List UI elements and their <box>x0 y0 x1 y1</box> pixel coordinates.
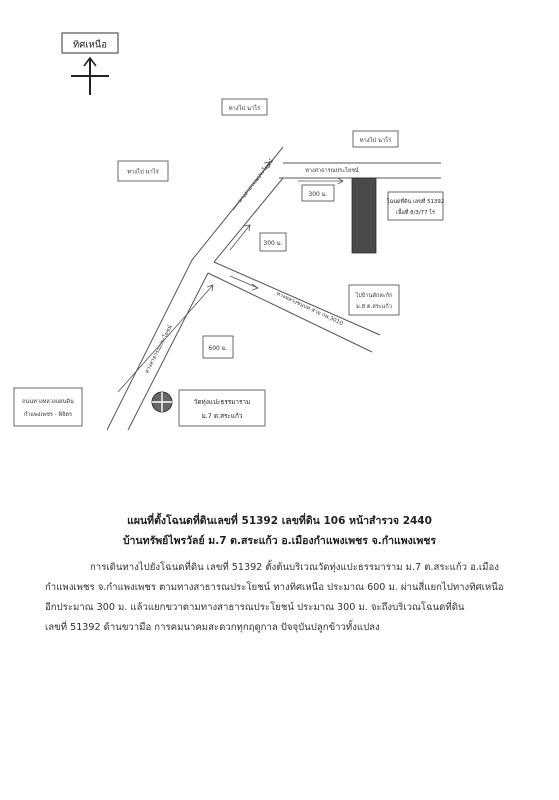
distance-box-600 <box>203 336 233 358</box>
road-label-upper: ทางสาธารณประโยชน์ <box>305 168 359 174</box>
svg-text:300 ม.: 300 ม. <box>308 191 328 198</box>
distance-box-300-mid <box>260 233 286 251</box>
label-box-highway <box>14 388 82 426</box>
temple-label-box <box>179 390 265 426</box>
label-box-farm-east <box>353 131 398 147</box>
plot-label-box <box>387 192 444 220</box>
directions-line: การเดินทางไปยังโฉนดที่ดิน เลขที่ 51392 ตั้งต้นบริเวณวัดทุ่งแปะธรรมาราม ม.7 ต.สระแก้ว อ.เมือง <box>90 562 499 573</box>
temple-icon <box>152 392 172 412</box>
svg-text:ถนนทางหลวงแผ่นดิน: ถนนทางหลวงแผ่นดิน <box>22 399 74 405</box>
north-indicator <box>62 33 118 95</box>
distance-box-300-top <box>302 185 334 201</box>
label-box-farm-west <box>118 161 168 181</box>
road-label-southwest: ทางสาธารณประโยชน์ <box>144 324 174 375</box>
svg-text:600 ม.: 600 ม. <box>208 345 228 352</box>
svg-text:ม.8 ต.สระแก้ว: ม.8 ต.สระแก้ว <box>356 304 392 310</box>
svg-text:กำแพงเพชร - พิจิตร: กำแพงเพชร - พิจิตร <box>23 412 73 418</box>
svg-text:ไปบ้านดักสะกัก: ไปบ้านดักสะกัก <box>355 293 393 299</box>
svg-text:300 ม.: 300 ม. <box>263 240 283 247</box>
svg-text:ม.7 ต.สระแก้ว: ม.7 ต.สระแก้ว <box>201 412 243 420</box>
label-box-farm-top <box>222 99 267 115</box>
svg-text:ทางไป นาไร่: ทางไป นาไร่ <box>359 138 392 144</box>
road-label-southeast: ทางหลวงชนบท สาย กพ.3010 <box>275 291 344 328</box>
directions-line: กำแพงเพชร จ.กำแพงเพชร ตามทางสาธารณประโยชน์ ทางทิศเหนือ ประมาณ 600 ม. ผ่านสี่แยกไปทางทิศเหนือ <box>45 582 504 593</box>
land-plot <box>352 178 376 253</box>
svg-text:เนื้อที่ 8/3/77 ไร่: เนื้อที่ 8/3/77 ไร่ <box>396 210 435 216</box>
north-label: ทิศเหนือ <box>72 39 108 51</box>
road-label-north: ทางสาธารณประโยชน์ <box>237 158 276 205</box>
directions-line: อีกประมาณ 300 ม. แล้วแยกขวาตามทางสาธารณประโยชน์ ประมาณ 300 ม. จะถึงบริเวณโฉนดที่ดิน <box>45 602 465 613</box>
svg-text:วัดทุ่งแปะธรรมาราม: วัดทุ่งแปะธรรมาราม <box>193 398 251 406</box>
directions-line: เลขที่ 51392 ด้านขวามือ การคมนาคมสะดวกทุกฤดูกาล ปัจจุบันปลูกข้าวทั้งแปลง <box>45 622 380 633</box>
map-title: แผนที่ตั้งโฉนดที่ดินเลขที่ 51392 เลขที่ดิน 106 หน้าสำรวจ 2440 <box>127 515 432 527</box>
svg-text:ทางไป นาไร่: ทางไป นาไร่ <box>127 169 159 176</box>
svg-text:ทางไป นาไร่: ทางไป นาไร่ <box>228 106 261 112</box>
map-subtitle: บ้านทรัพย์ไพรวัลย์ ม.7 ต.สระแก้ว อ.เมืองกำแพงเพชร จ.กำแพงเพชร <box>122 535 437 547</box>
svg-text:โฉนดที่ดิน เลขที่ 51392: โฉนดที่ดิน เลขที่ 51392 <box>386 199 445 205</box>
label-box-village <box>349 285 399 315</box>
